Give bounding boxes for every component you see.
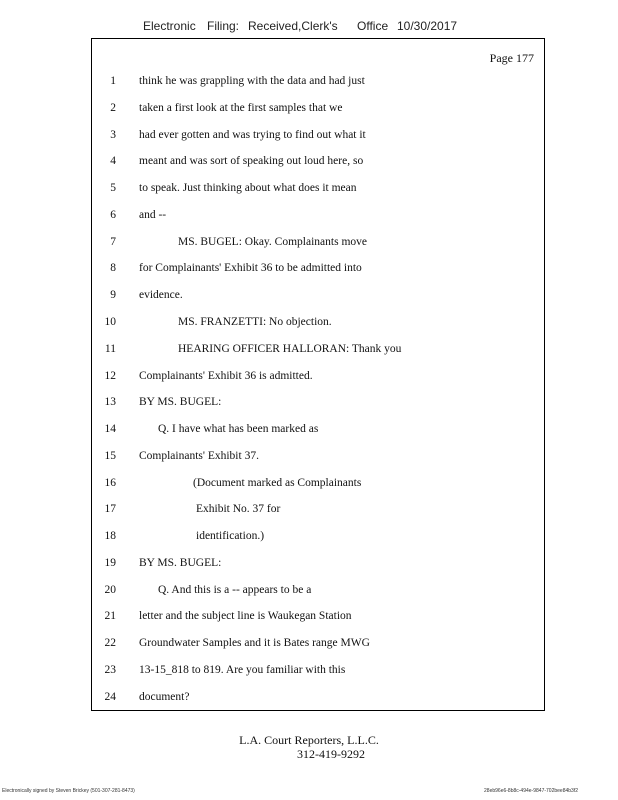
line-text: and -- (139, 209, 167, 221)
filing-received: Received,Clerk's (248, 19, 338, 33)
line-number: 9 (110, 289, 116, 301)
line-text: taken a first look at the first samples that we (139, 102, 343, 114)
transcript-line (92, 287, 544, 303)
line-number: 16 (104, 477, 116, 489)
line-number: 14 (104, 423, 116, 435)
line-number: 4 (110, 155, 116, 167)
line-number: 5 (110, 182, 116, 194)
transcript-line (92, 260, 544, 276)
transcript-line (92, 341, 544, 357)
transcript-line (92, 153, 544, 169)
transcript-line (92, 689, 544, 705)
filing-date: 10/30/2017 (397, 19, 458, 33)
transcript-page (91, 38, 545, 711)
transcript-line (92, 207, 544, 223)
transcript-line (92, 127, 544, 143)
line-number: 20 (104, 584, 116, 596)
court-reporter-name: L.A. Court Reporters, L.L.C. (239, 733, 379, 747)
line-text: Q. I have what has been marked as (158, 423, 319, 435)
line-text: Q. And this is a -- appears to be a (158, 584, 312, 596)
line-text: Complainants' Exhibit 36 is admitted. (139, 370, 313, 382)
line-text: evidence. (139, 289, 183, 301)
line-number: 12 (104, 370, 116, 382)
line-text: (Document marked as Complainants (193, 477, 362, 489)
transcript-line (92, 394, 544, 410)
document-hash: 28eb96e6-8b8c-494e-9847-702bee84b3f2 (484, 788, 578, 794)
transcript-line (92, 448, 544, 464)
filing-electronic: Electronic (143, 19, 196, 33)
line-number: 8 (110, 262, 116, 274)
line-text: for Complainants' Exhibit 36 to be admitted into (139, 262, 362, 274)
filing-label: Filing: (207, 19, 240, 33)
line-text: HEARING OFFICER HALLORAN: Thank you (178, 343, 402, 355)
line-number: 13 (104, 396, 116, 408)
line-number: 21 (104, 610, 116, 622)
electronic-signature-note: Electronically signed by Steven Brickey (501-307-281-8473) (2, 788, 135, 794)
line-text: BY MS. BUGEL: (139, 557, 222, 569)
line-text: Complainants' Exhibit 37. (139, 450, 259, 462)
transcript-line (92, 421, 544, 437)
line-text: think he was grappling with the data and had just (139, 75, 365, 87)
line-text: document? (139, 691, 190, 703)
line-text: 13-15_818 to 819. Are you familiar with this (139, 664, 346, 676)
line-number: 2 (110, 102, 116, 114)
line-text: BY MS. BUGEL: (139, 396, 222, 408)
line-number: 11 (104, 343, 116, 355)
transcript-line (92, 180, 544, 196)
line-number: 1 (110, 75, 116, 87)
line-text: meant and was sort of speaking out loud here, so (139, 155, 364, 167)
page-number: Page 177 (489, 51, 534, 65)
transcript-line (92, 234, 544, 250)
line-number: 18 (104, 530, 116, 542)
line-text: MS. BUGEL: Okay. Complainants move (178, 236, 367, 248)
transcript-line (92, 501, 544, 517)
transcript-line (92, 635, 544, 651)
line-number: 7 (110, 236, 116, 248)
line-text: letter and the subject line is Waukegan Station (139, 610, 352, 622)
transcript-line (92, 582, 544, 598)
court-reporter-phone (0, 747, 618, 762)
transcript-line (92, 368, 544, 384)
line-number: 10 (104, 316, 116, 328)
line-number: 6 (110, 209, 116, 221)
line-number: 3 (110, 129, 116, 141)
transcript-line (92, 555, 544, 571)
line-text: to speak. Just thinking about what does it mean (139, 182, 357, 194)
phone-number: 312-419-9292 (297, 747, 365, 761)
line-text: identification.) (196, 530, 265, 542)
line-text: had ever gotten and was trying to find out what it (139, 129, 366, 141)
transcript-line (92, 608, 544, 624)
line-number: 17 (104, 503, 116, 515)
transcript-line (92, 73, 544, 89)
transcript-line (92, 662, 544, 678)
transcript-line (92, 528, 544, 544)
line-text: Exhibit No. 37 for (196, 503, 281, 515)
transcript-line (92, 475, 544, 491)
line-text: MS. FRANZETTI: No objection. (178, 316, 332, 328)
line-number: 23 (104, 664, 116, 676)
line-number: 15 (104, 450, 116, 462)
line-number: 22 (104, 637, 116, 649)
line-text: Groundwater Samples and it is Bates range MWG (139, 637, 370, 649)
transcript-line (92, 100, 544, 116)
line-number: 24 (104, 691, 116, 703)
transcript-line (92, 314, 544, 330)
filing-office: Office (357, 19, 389, 33)
line-number: 19 (104, 557, 116, 569)
